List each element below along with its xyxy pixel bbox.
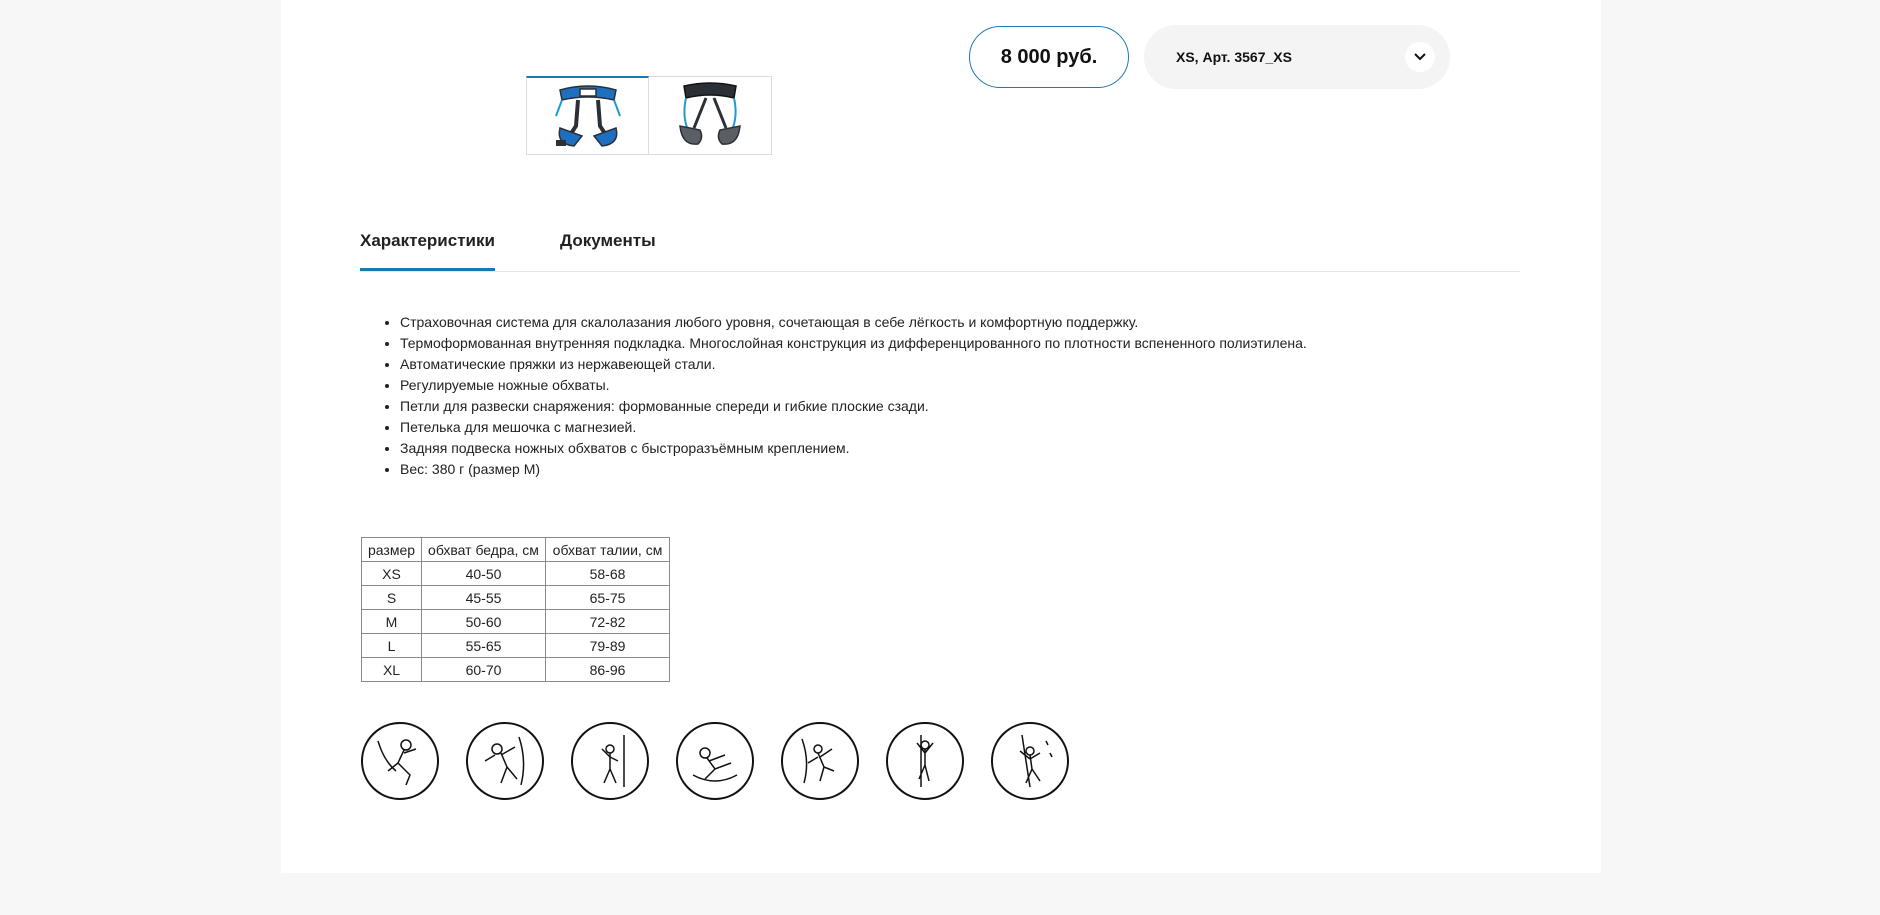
thumbnail-gallery [526, 76, 772, 155]
table-cell: L [362, 634, 422, 658]
table-row [362, 562, 670, 586]
climber-ascent-icon [991, 722, 1069, 800]
climber-overhang-icon [361, 722, 439, 800]
table-cell: 58-68 [546, 562, 670, 586]
harness-back-image [660, 80, 760, 152]
table-header-cell: обхват талии, см [546, 538, 670, 562]
table-header-cell: обхват бедра, см [422, 538, 546, 562]
table-header-cell: размер [362, 538, 422, 562]
table-cell: XL [362, 658, 422, 682]
climber-ice-icon [466, 722, 544, 800]
variant-select[interactable] [1144, 25, 1450, 89]
list-item: • Регулируемые ножные обхваты. [400, 375, 1307, 396]
product-tabs [360, 220, 1520, 272]
table-cell: XS [362, 562, 422, 586]
table-row [362, 658, 670, 682]
table-cell: 79-89 [546, 634, 670, 658]
table-cell: 60-70 [422, 658, 546, 682]
tab-characteristics[interactable]: Характеристики [360, 220, 495, 271]
list-item: • Задняя подвеска ножных обхватов с быстроразъёмным креплением. [400, 438, 1307, 459]
table-cell: 45-55 [422, 586, 546, 610]
harness-front-thumbnail[interactable] [526, 76, 649, 155]
list-item: • Вес: 380 г (размер M) [400, 459, 1307, 480]
table-cell: 72-82 [546, 610, 670, 634]
list-item: • Страховочная система для скалолазания любого уровня, сочетающая в себе лёгкость и комфортную поддержку. [400, 312, 1307, 333]
climber-wall-icon [781, 722, 859, 800]
table-header-row [362, 538, 670, 562]
climber-belay-icon [676, 722, 754, 800]
table-cell: 50-60 [422, 610, 546, 634]
list-item: • Петелька для мешочка с магнезией. [400, 417, 1307, 438]
climber-rope-icon [571, 722, 649, 800]
harness-back-thumbnail[interactable] [649, 76, 772, 155]
tab-documents[interactable]: Документы [560, 231, 656, 250]
variant-select-value: XS, Арт. 3567_XS [1176, 49, 1292, 65]
table-cell: 65-75 [546, 586, 670, 610]
characteristics-list [360, 312, 1307, 480]
product-page [281, 0, 1601, 873]
list-item: • Петли для развески снаряжения: формованные спереди и гибкие плоские сзади. [400, 396, 1307, 417]
list-item: • Автоматические пряжки из нержавеющей стали. [400, 354, 1307, 375]
table-cell: 40-50 [422, 562, 546, 586]
chevron-down-icon[interactable] [1405, 42, 1435, 72]
climber-abseil-icon [886, 722, 964, 800]
table-row [362, 586, 670, 610]
activity-icons [361, 722, 1069, 800]
harness-front-image [538, 80, 638, 152]
table-cell: M [362, 610, 422, 634]
table-row [362, 610, 670, 634]
price-badge: 8 000 руб. [969, 26, 1129, 88]
table-row [362, 634, 670, 658]
table-cell: 86-96 [546, 658, 670, 682]
table-cell: 55-65 [422, 634, 546, 658]
size-table [361, 537, 670, 682]
list-item: • Термоформованная внутренняя подкладка. Многослойная конструкция из дифференцированного по плотности вспененного полиэтилена. [400, 333, 1307, 354]
table-cell: S [362, 586, 422, 610]
